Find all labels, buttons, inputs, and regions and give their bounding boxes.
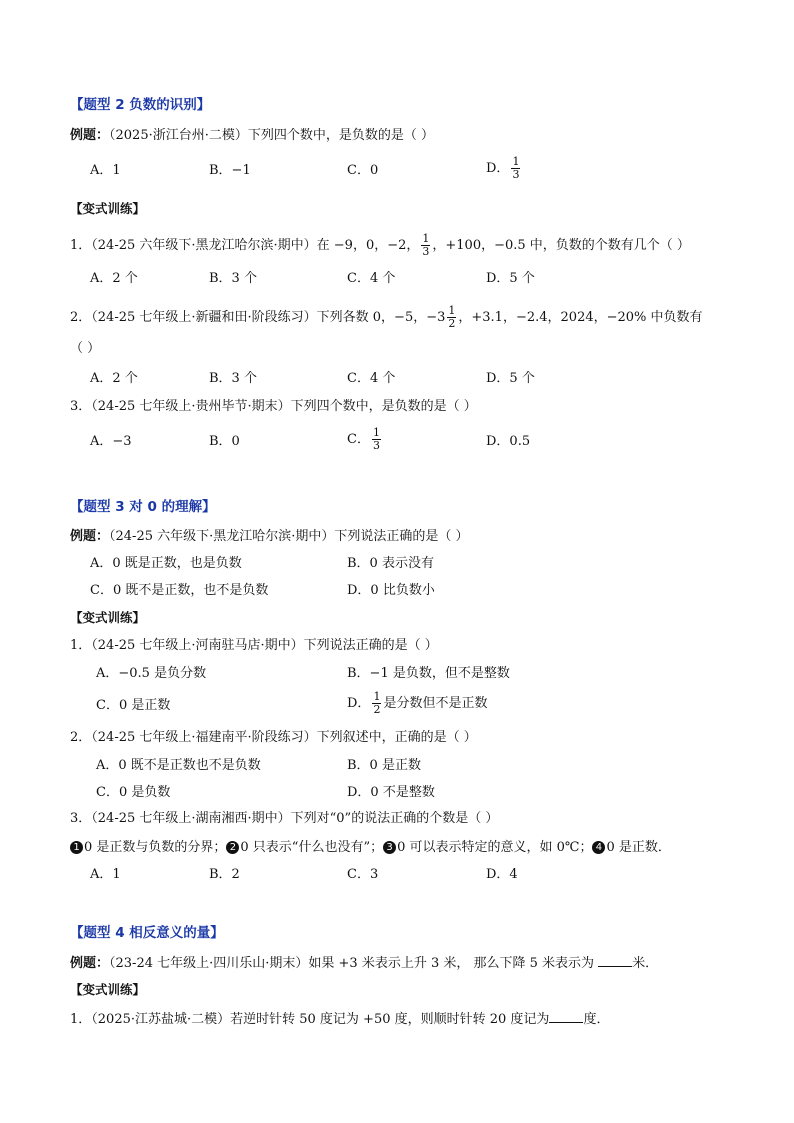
option-d: D．0.5 <box>486 434 531 449</box>
option-c: C．4 个 <box>347 271 396 286</box>
option-c: C． $\frac{1}{3}$ <box>347 426 380 452</box>
question-t2-1: 1．（24-25 六年级下·黑龙江哈尔滨·期中）在 −9，0，−2， $\frac{1}{3}$ ，+100，−0.5 中，负数的个数有几个（ ） <box>70 232 690 258</box>
option-b: B．−1 是负数，但不是整数 <box>347 666 510 681</box>
option-b: B．0 是正数 <box>347 758 421 773</box>
option-b: B．−1 <box>209 163 251 178</box>
example-type2 <box>70 127 434 145</box>
option-a: A．1 <box>90 867 121 882</box>
option-a: A．1 <box>90 163 121 178</box>
fraction: $\frac{1}{3}$ <box>372 426 380 452</box>
practice-heading: 【变式训练】 <box>70 201 146 216</box>
option-d: D．5 个 <box>486 371 535 386</box>
option-a: A．−3 <box>90 434 132 449</box>
option-d: D． $\frac{1}{2}$ 是分数但不是正数 <box>347 690 488 716</box>
answer-blank <box>598 954 632 967</box>
example-text: （2025·浙江台州·二模）下列四个数中，是负数的是（ ） <box>109 128 434 143</box>
example-type4: 例题：（23-24 七年级上·四川乐山·期末）如果 +3 米表示上升 3 米， 那么下降 5 米表示为 米． <box>70 956 659 971</box>
option-a: A．2 个 <box>90 371 138 386</box>
option-a: A．0 既不是正数也不是负数 <box>96 758 261 773</box>
fraction: $\frac{1}{2}$ <box>448 304 456 330</box>
practice-heading: 【变式训练】 <box>70 982 146 997</box>
circled-number: 2 <box>226 841 239 854</box>
practice-heading: 【变式训练】 <box>70 610 146 625</box>
question-t2-3: 3．（24-25 七年级上·贵州毕节·期末）下列四个数中，是负数的是（ ） <box>70 399 477 414</box>
section-title-type4: 【题型 4 相反意义的量】 <box>70 925 224 941</box>
question-t3-1: 1．（24-25 七年级上·河南驻马店·期中）下列说法正确的是（ ） <box>70 638 438 653</box>
circled-number: 4 <box>592 841 605 854</box>
option-d: D．4 <box>486 867 518 882</box>
fraction: $\frac{1}{3}$ <box>512 155 520 181</box>
question-t3-3: 3．（24-25 七年级上·湖南湘西·期中）下列对“0”的说法正确的个数是（ ） <box>70 811 499 826</box>
option-c: C．0 既不是正数，也不是负数 <box>90 583 269 598</box>
option-b: B．3 个 <box>209 371 257 386</box>
section-title-type2: 【题型 2 负数的识别】 <box>70 97 211 113</box>
option-b: B．0 表示没有 <box>347 556 434 571</box>
option-b: B．0 <box>209 434 240 449</box>
answer-blank <box>549 1010 583 1023</box>
option-c: C．4 个 <box>347 371 396 386</box>
question-t3-2: 2．（24-25 七年级上·福建南平·阶段练习）下列叙述中，正确的是（ ） <box>70 730 477 745</box>
option-d: D．0 比负数小 <box>347 583 435 598</box>
question-t2-2: 2．（24-25 七年级上·新疆和田·阶段练习）下列各数 0，−5，−3 $\frac{1}{2}$ ，+3.1，−2.4，2024，−20% 中负数有 <box>70 304 703 330</box>
option-a: A．0 既是正数，也是负数 <box>90 556 242 571</box>
example-label: 例题： <box>70 128 110 143</box>
option-c: C．0 是负数 <box>96 785 171 800</box>
example-type3: 例题：（24-25 六年级下·黑龙江哈尔滨·期中）下列说法正确的是（ ） <box>70 529 469 544</box>
question-t2-2-cont: （ ） <box>70 341 101 356</box>
circled-number: 3 <box>383 841 396 854</box>
question-t3-3-items: 1 0 是正数与负数的分界； 2 0 只表示“什么也没有”； 3 0 可以表示特定的意义，如 0℃； 4 0 是正数． <box>70 839 671 857</box>
option-a: A．2 个 <box>90 271 138 286</box>
option-d: D．0 不是整数 <box>347 785 435 800</box>
option-c: C．3 <box>347 867 379 882</box>
fraction: $\frac{1}{2}$ <box>373 690 381 716</box>
section-title-type3: 【题型 3 对 0 的理解】 <box>70 499 216 515</box>
fraction: $\frac{1}{3}$ <box>422 232 430 258</box>
option-c: C．0 <box>347 163 379 178</box>
circled-number: 1 <box>70 841 83 854</box>
question-t4-1: 1．（2025·江苏盐城·二模）若逆时针转 50 度记为 +50 度，则顺时针转 20 度记为 度． <box>70 1012 610 1027</box>
option-d: D． $\frac{1}{3}$ <box>486 155 520 181</box>
option-d: D．5 个 <box>486 271 535 286</box>
option-b: B．2 <box>209 867 240 882</box>
option-b: B．3 个 <box>209 271 257 286</box>
option-c: C．0 是正数 <box>96 698 171 713</box>
option-a: A．−0.5 是负分数 <box>96 666 207 681</box>
